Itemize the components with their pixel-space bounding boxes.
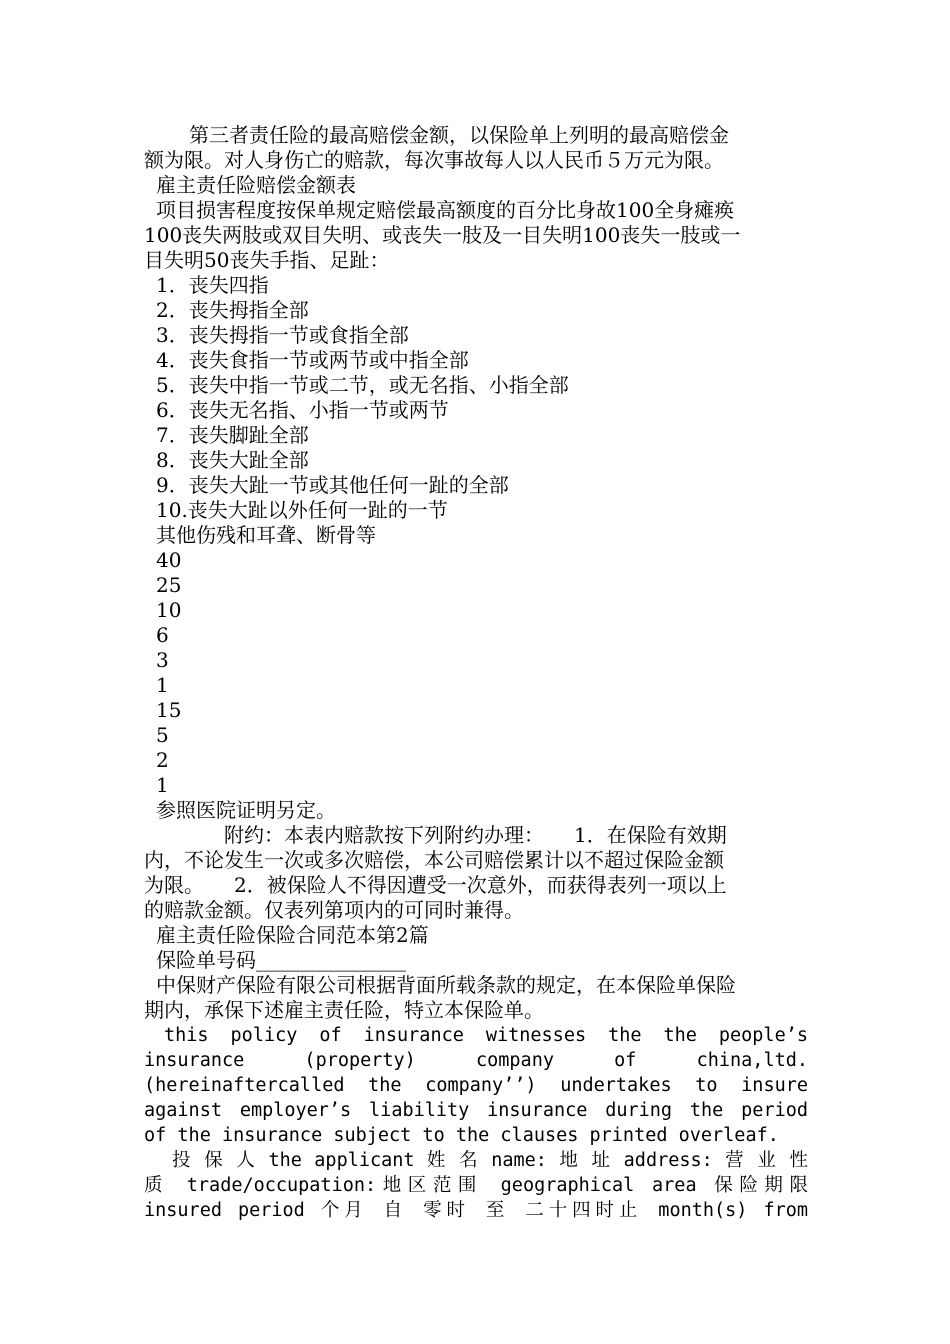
english-line: of the insurance subject to the clauses printed overleaf. (144, 1125, 779, 1146)
policy-number-label: 保险单号码_______________ (156, 948, 406, 972)
appendix-line: 内，不论发生一次或多次赔偿，本公司赔偿累计以不超过保险金额 (144, 848, 724, 872)
intro-line: 中保财产保险有限公司根据背面所载条款的规定，在本保险单保险 (156, 973, 736, 997)
section-title: 雇主责任险保险合同范本第2篇 (156, 923, 429, 947)
paragraph-line: 额为限。对人身伤亡的赔款，每次事故每人以人民币５万元为限。 (144, 148, 724, 172)
list-item: 9．丧失大趾一节或其他任何一趾的全部 (156, 473, 509, 497)
appendix-line: 的赔款金额。仅表列第项内的可同时兼得。 (144, 898, 524, 922)
percentage-value: 6 (156, 623, 169, 647)
table-body-line: 100丧失两肢或双目失明、或丧失一肢及一目失明100丧失一肢或一 (144, 223, 741, 247)
percentage-value: 1 (156, 673, 169, 697)
list-item: 6．丧失无名指、小指一节或两节 (156, 398, 449, 422)
list-item: 1．丧失四指 (156, 273, 269, 297)
list-item: 10.丧失大趾以外任何一趾的一节 (156, 498, 448, 522)
percentage-value: 25 (156, 573, 182, 597)
appendix-line: 附约：本表内赔款按下列附约办理： 1．在保险有效期 (224, 823, 727, 847)
list-item: 2．丧失拇指全部 (156, 298, 309, 322)
english-line: this policy of insurance witnesses the the people’s (164, 1025, 808, 1046)
percentage-value: 15 (156, 698, 182, 722)
list-item: 7．丧失脚趾全部 (156, 423, 309, 447)
applicant-line: insured period 个月 自 零时 至 二十四时止 month(s) from (144, 1200, 808, 1221)
percentage-value: 40 (156, 548, 182, 572)
percentage-value: 1 (156, 773, 169, 797)
intro-line: 期内，承保下述雇主责任险，特立本保险单。 (144, 998, 544, 1022)
hospital-note: 参照医院证明另定。 (156, 798, 336, 822)
list-item: 4．丧失食指一节或两节或中指全部 (156, 348, 469, 372)
english-line: (hereinaftercalled the company’’) undertakes to insure (144, 1075, 808, 1096)
list-item: 3．丧失拇指一节或食指全部 (156, 323, 409, 347)
applicant-line: 投 保 人 the applicant 姓 名 name: 地 址 address: 营 业 性 (172, 1150, 808, 1171)
percentage-value: 2 (156, 748, 169, 772)
percentage-value: 5 (156, 723, 169, 747)
table-body-line: 项目损害程度按保单规定赔偿最高额度的百分比身故100全身瘫痪 (156, 198, 735, 222)
table-body-line: 目失明50丧失手指、足趾： (144, 248, 390, 272)
list-item: 5．丧失中指一节或二节，或无名指、小指全部 (156, 373, 569, 397)
percentage-value: 3 (156, 648, 169, 672)
percentage-value: 10 (156, 598, 182, 622)
english-line: against employer’s liability insurance during the period (144, 1100, 808, 1121)
appendix-line: 为限。 2．被保险人不得因遭受一次意外，而获得表列一项以上 (144, 873, 727, 897)
english-line: insurance (property) company of china,ltd. (144, 1050, 808, 1071)
list-item: 8．丧失大趾全部 (156, 448, 309, 472)
paragraph-line: 第三者责任险的最高赔偿金额，以保险单上列明的最高赔偿金 (189, 123, 729, 147)
other-injuries: 其他伤残和耳聋、断骨等 (156, 523, 376, 547)
table-title: 雇主责任险赔偿金额表 (156, 173, 356, 197)
applicant-line: 质 trade/occupation:地区范围 geographical area 保险期限 (144, 1175, 808, 1196)
